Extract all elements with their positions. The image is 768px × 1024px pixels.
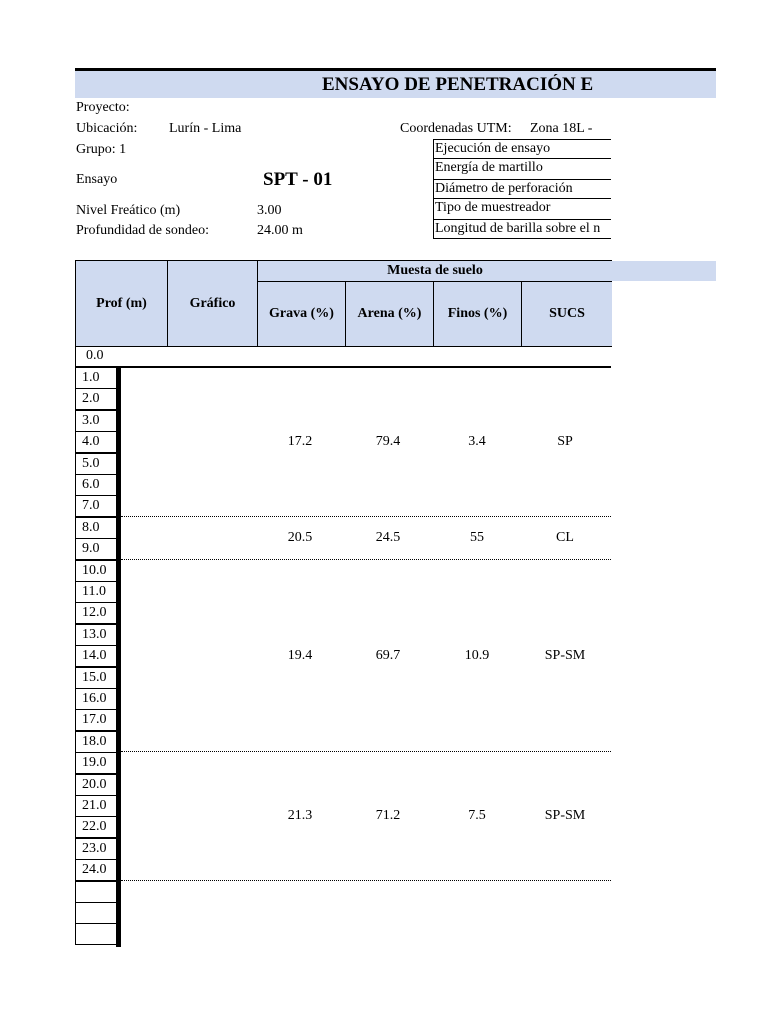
prof-header: Prof (m) — [75, 260, 168, 347]
sample-finos: 3.4 — [468, 433, 486, 449]
sample-finos: 7.5 — [468, 808, 486, 824]
layer-divider — [121, 516, 611, 517]
layer-divider — [121, 880, 611, 881]
grupo-label: Grupo: 1 — [76, 142, 127, 157]
depth-cell: 11.0 — [75, 581, 118, 603]
depth-cell — [75, 881, 118, 903]
depth-cell: 3.0 — [75, 410, 118, 432]
ubicacion-label: Ubicación: — [76, 121, 138, 136]
depth-top-line — [75, 366, 611, 368]
sample-sucs: CL — [556, 530, 574, 546]
sample-finos: 10.9 — [464, 647, 490, 663]
depth-zero-border — [75, 346, 76, 368]
ensayo-label: Ensayo — [76, 172, 118, 187]
nivel-freatico-value: 3.00 — [257, 203, 282, 218]
arena-header: Arena (%) — [345, 281, 434, 347]
sample-sucs: SP-SM — [544, 647, 586, 663]
depth-cell: 2.0 — [75, 388, 118, 410]
header-extension — [611, 261, 716, 281]
depth-cell: 23.0 — [75, 838, 118, 860]
depth-cell: 24.0 — [75, 859, 118, 881]
sample-sucs: SP — [557, 433, 573, 449]
sample-sucs: SP-SM — [544, 808, 586, 824]
proyecto-label: Proyecto: — [76, 100, 130, 115]
depth-cell: 18.0 — [75, 731, 118, 753]
muestra-header: Muesta de suelo — [257, 260, 612, 282]
coordenadas-label: Coordenadas UTM: — [400, 121, 512, 136]
depth-cell: 20.0 — [75, 774, 118, 796]
depth-cell — [75, 923, 118, 945]
sample-finos: 55 — [470, 530, 484, 546]
depth-cell: 14.0 — [75, 645, 118, 667]
sample-arena: 24.5 — [375, 530, 401, 546]
grava-header: Grava (%) — [257, 281, 346, 347]
sample-grava: 21.3 — [287, 808, 313, 824]
depth-cell: 16.0 — [75, 688, 118, 710]
layer-divider — [121, 559, 611, 560]
page-title: ENSAYO DE PENETRACIÓN E — [322, 74, 594, 95]
depth-start: 0.0 — [86, 348, 104, 363]
muestreador-field: Tipo de muestreador — [433, 199, 611, 220]
depth-cell: 4.0 — [75, 431, 118, 453]
sample-arena: 69.7 — [375, 647, 401, 663]
depth-cell: 1.0 — [75, 367, 118, 389]
coordenadas-value: Zona 18L - — [530, 121, 593, 136]
depth-cell: 10.0 — [75, 560, 118, 582]
ensayo-value: SPT - 01 — [263, 169, 333, 190]
nivel-freatico-label: Nivel Freático (m) — [76, 203, 181, 218]
diametro-field: Diámetro de perforación — [433, 179, 611, 199]
profundidad-label: Profundidad de sondeo: — [76, 223, 209, 238]
depth-cell: 12.0 — [75, 602, 118, 624]
sucs-header: SUCS — [521, 281, 612, 347]
sample-arena: 71.2 — [375, 808, 401, 824]
finos-header: Finos (%) — [433, 281, 522, 347]
depth-cell: 19.0 — [75, 752, 118, 774]
depth-cell: 5.0 — [75, 453, 118, 475]
energia-field: Energía de martillo — [433, 159, 611, 180]
depth-cell: 8.0 — [75, 517, 118, 539]
sample-grava: 20.5 — [287, 530, 313, 546]
depth-cell: 21.0 — [75, 795, 118, 817]
depth-bar — [116, 367, 121, 947]
depth-cell: 22.0 — [75, 816, 118, 838]
sample-grava: 19.4 — [287, 647, 313, 663]
depth-cell: 15.0 — [75, 667, 118, 689]
depth-cell — [75, 902, 118, 924]
sample-grava: 17.2 — [287, 433, 313, 449]
depth-cell: 9.0 — [75, 538, 118, 560]
ejecucion-field: Ejecución de ensayo — [433, 139, 611, 159]
depth-cell: 7.0 — [75, 495, 118, 517]
longitud-field: Longitud de barilla sobre el n — [433, 219, 611, 239]
depth-cell: 6.0 — [75, 474, 118, 496]
depth-cell: 13.0 — [75, 624, 118, 646]
profundidad-value: 24.00 m — [257, 223, 303, 238]
grafico-header: Gráfico — [167, 260, 258, 347]
ubicacion-value: Lurín - Lima — [169, 121, 242, 136]
depth-cell: 17.0 — [75, 709, 118, 731]
sample-arena: 79.4 — [375, 433, 401, 449]
layer-divider — [121, 751, 611, 752]
